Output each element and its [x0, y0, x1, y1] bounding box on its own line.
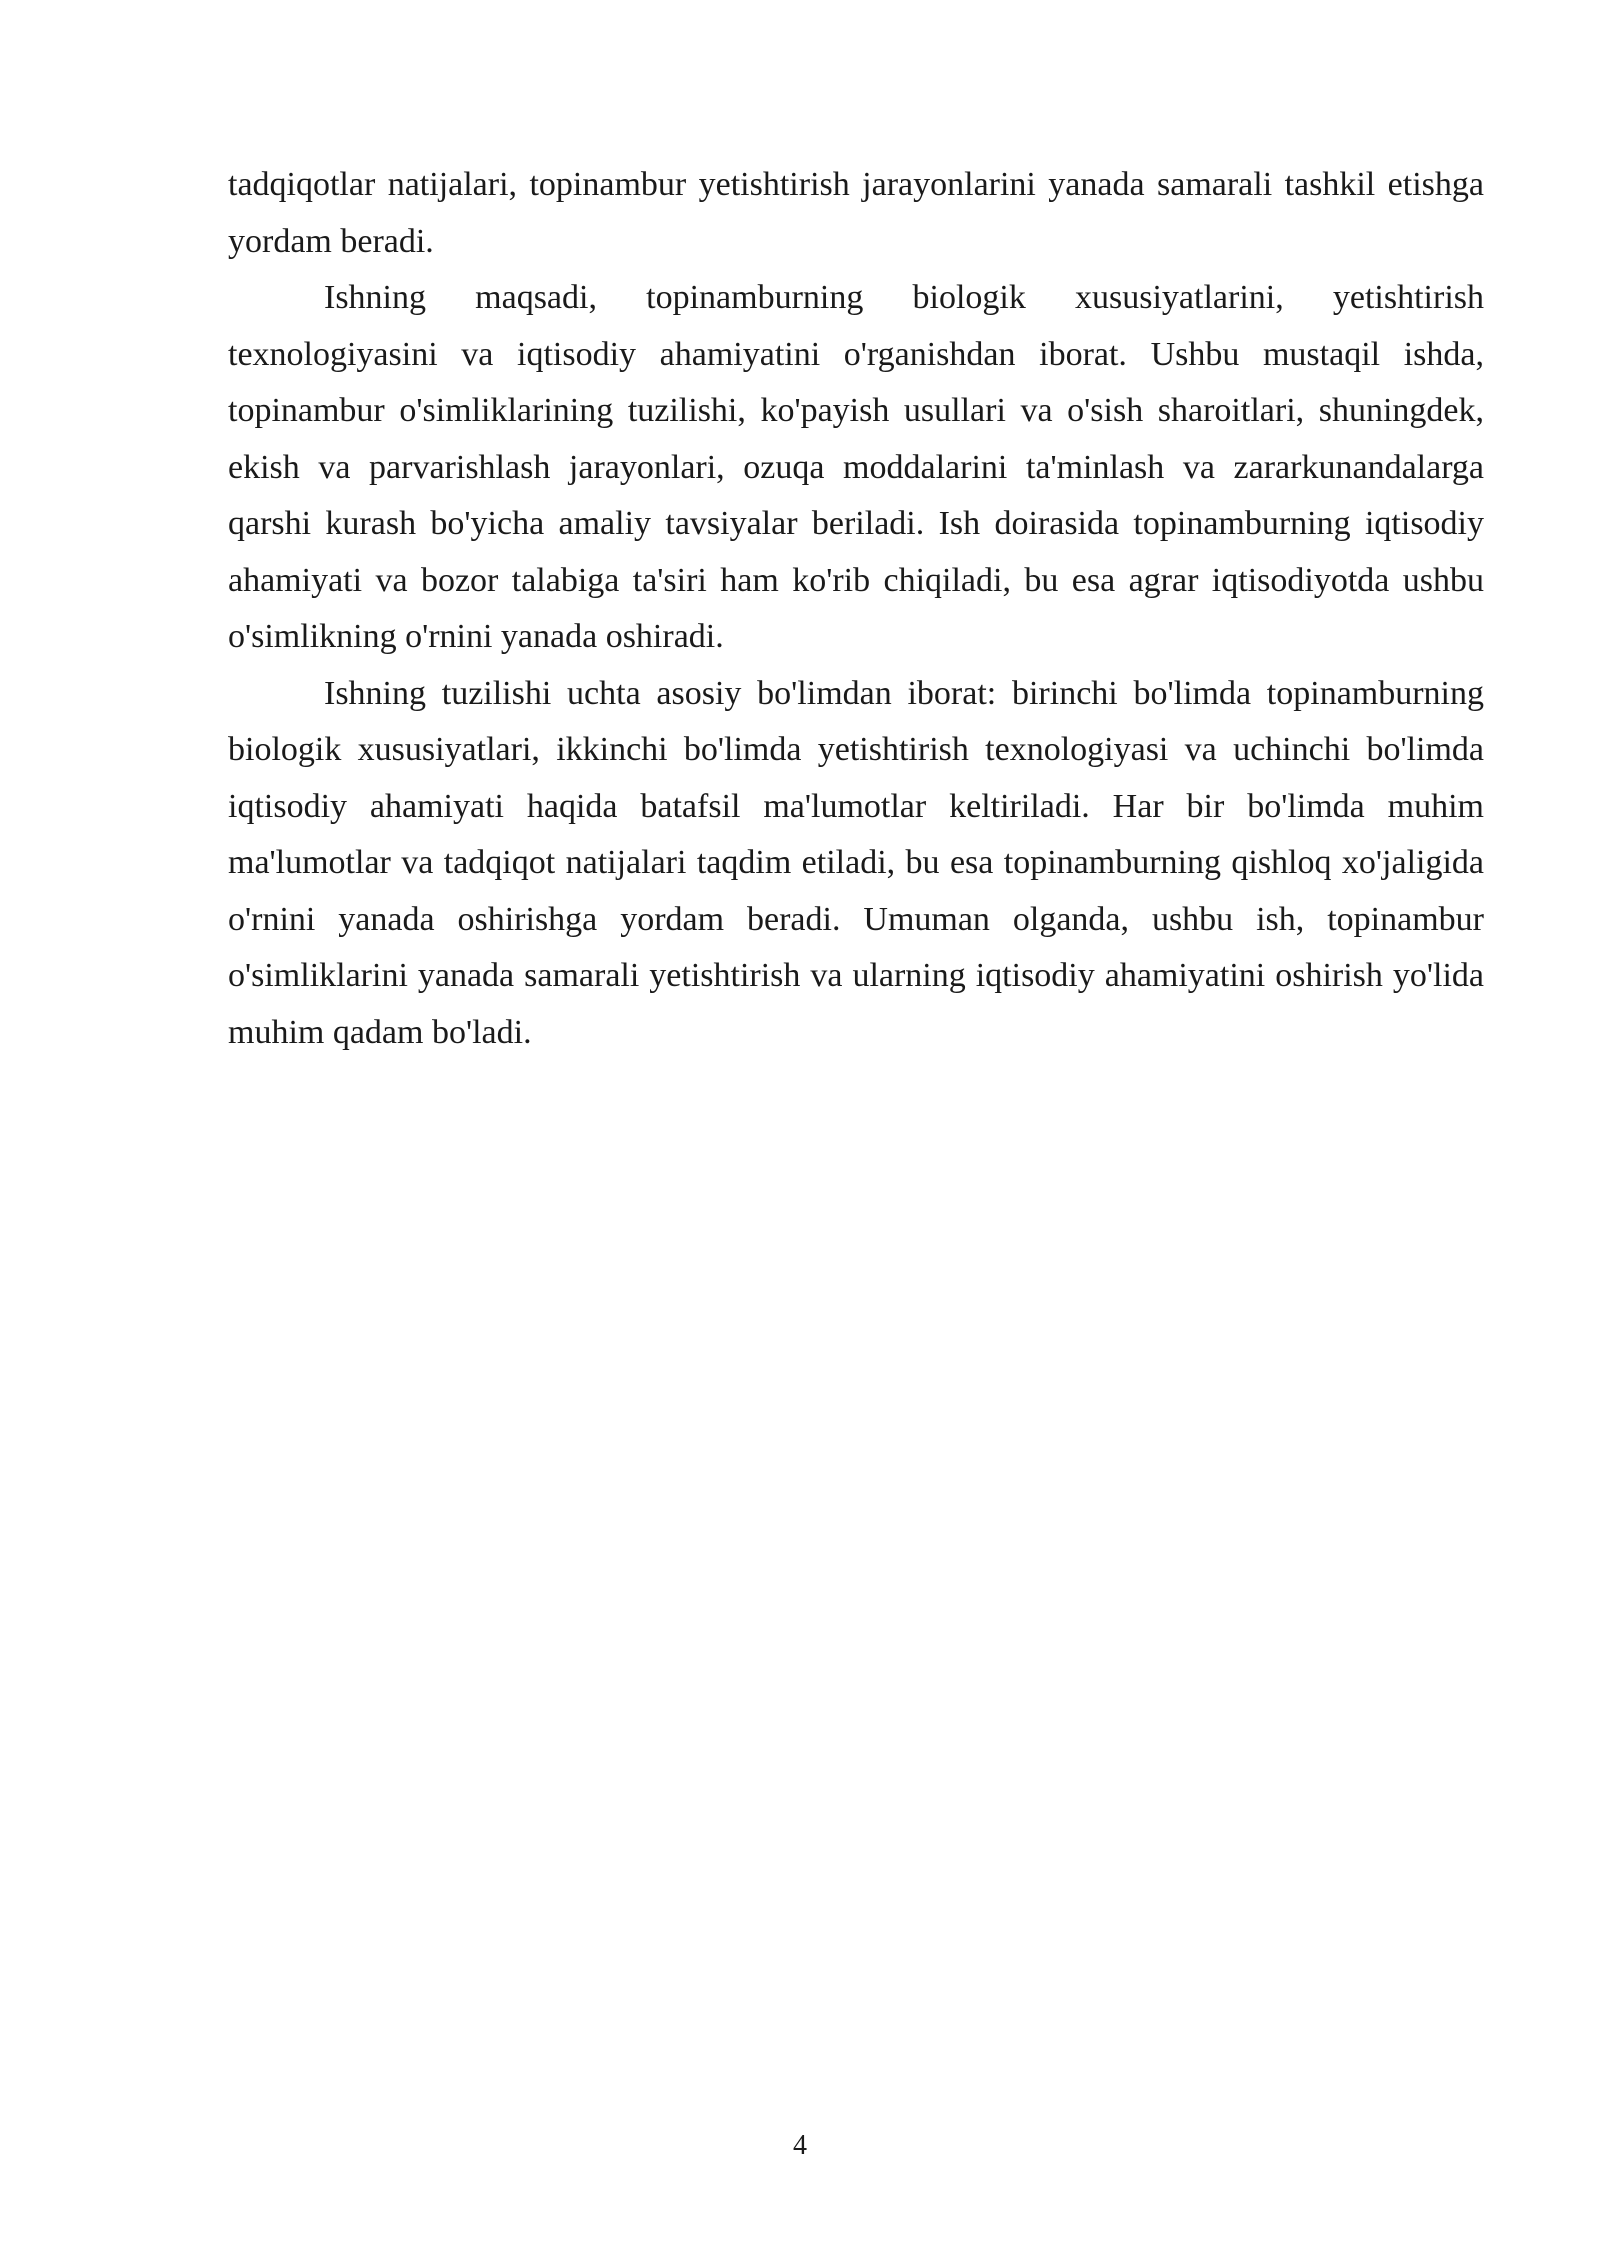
paragraph-structure: Ishning tuzilishi uchta asosiy bo'limdan iborat: birinchi bo'limda topinamburning biologik xususiyatlari, ikkinchi bo'limda yetishtirish texnologiyasi va uchinchi bo'limda iqtisodiy ahamiyati haqida batafsil ma'lumotlar keltiriladi. Har bir bo'limda muhim ma'lumotlar va tadqiqot natijalari taqdim etiladi, bu esa topinamburning qishloq xo'jaligida o'rnini yanada oshirishga yordam beradi. Umuman olganda, ushbu ish, topinambur o'simliklarini yanada samarali yetishtirish va ularning iqtisodiy ahamiyatini oshirish yo'lida muhim qadam bo'ladi. [228, 674, 1484, 1051]
page-number: 4 [793, 2130, 807, 2161]
paragraph-continuation: tadqiqotlar natijalari, topinambur yetishtirish jarayonlarini yanada samarali tashkil etishga yordam beradi. [228, 166, 1484, 260]
paragraph-goal: Ishning maqsadi, topinamburning biologik xususiyatlarini, yetishtirish texnologiyasini va iqtisodiy ahamiyatini o'rganishdan iborat. Ushbu mustaqil ishda, topinambur o'simliklarining tuzilishi, ko'payish usullari va o'sish sharoitlari, shuningdek, ekish va parvarishlash jarayonlari, ozuqa moddalarini ta'minlash va zararkunandalarga qarshi kurash bo'yicha amaliy tavsiyalar beriladi. Ish doirasida topinamburning iqtisodiy ahamiyati va bozor talabiga ta'siri ham ko'rib chiqiladi, bu esa agrar iqtisodiyotda ushbu o'simlikning o'rnini yanada oshiradi. [228, 279, 1484, 655]
body-text [228, 157, 1484, 1061]
